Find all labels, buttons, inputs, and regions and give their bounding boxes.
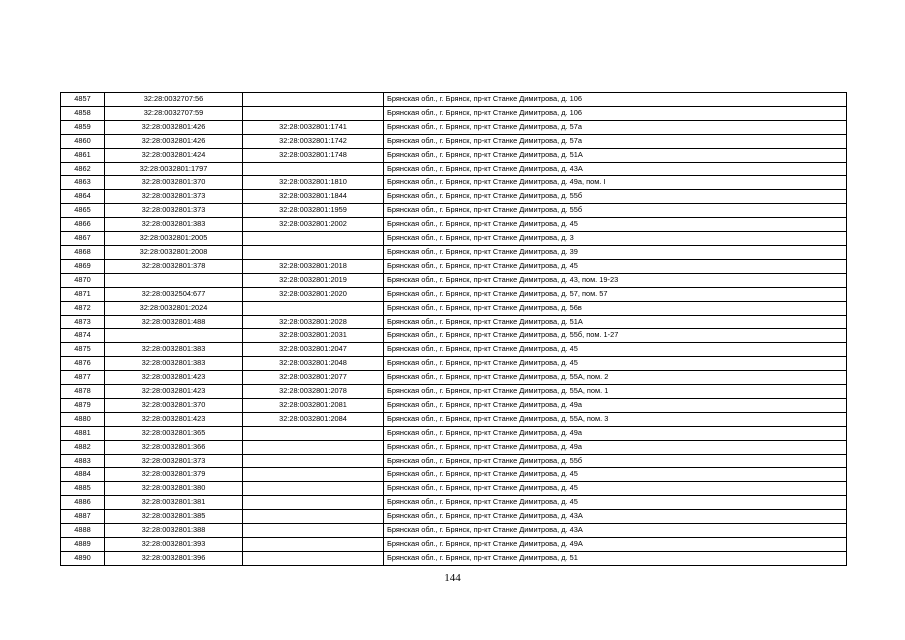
- cadastral-number-cell: 32:28:0032801:379: [105, 468, 243, 482]
- address-cell: Брянская обл., г. Брянск, пр-кт Станке Димитрова, д. 45: [384, 218, 847, 232]
- cadastral-number-cell: 32:28:0032504:677: [105, 287, 243, 301]
- cadastral-number-cell: 32:28:0032801:396: [105, 551, 243, 565]
- new-cadastral-number-cell: [243, 468, 384, 482]
- row-number-cell: 4877: [61, 371, 105, 385]
- address-cell: Брянская обл., г. Брянск, пр-кт Станке Димитрова, д. 49а: [384, 426, 847, 440]
- table-row: [61, 454, 847, 468]
- row-number-cell: 4857: [61, 93, 105, 107]
- cadastral-number-cell: 32:28:0032801:423: [105, 385, 243, 399]
- row-number-cell: 4889: [61, 538, 105, 552]
- row-number-cell: 4879: [61, 398, 105, 412]
- table-row: [61, 273, 847, 287]
- table-row: [61, 315, 847, 329]
- row-number-cell: 4863: [61, 176, 105, 190]
- cadastral-number-cell: 32:28:0032801:488: [105, 315, 243, 329]
- row-number-cell: 4872: [61, 301, 105, 315]
- new-cadastral-number-cell: [243, 524, 384, 538]
- cadastral-number-cell: 32:28:0032707:59: [105, 106, 243, 120]
- new-cadastral-number-cell: [243, 454, 384, 468]
- table-row: [61, 551, 847, 565]
- table-row: [61, 398, 847, 412]
- row-number-cell: 4875: [61, 343, 105, 357]
- address-cell: Брянская обл., г. Брянск, пр-кт Станке Димитрова, д. 106: [384, 93, 847, 107]
- new-cadastral-number-cell: 32:28:0032801:1742: [243, 134, 384, 148]
- new-cadastral-number-cell: [243, 538, 384, 552]
- table-row: [61, 287, 847, 301]
- address-cell: Брянская обл., г. Брянск, пр-кт Станке Димитрова, д. 49А: [384, 538, 847, 552]
- new-cadastral-number-cell: 32:28:0032801:2020: [243, 287, 384, 301]
- table-row: [61, 106, 847, 120]
- cadastral-number-cell: 32:28:0032801:2024: [105, 301, 243, 315]
- cadastral-number-cell: 32:28:0032801:373: [105, 204, 243, 218]
- row-number-cell: 4885: [61, 482, 105, 496]
- table-row: [61, 259, 847, 273]
- table-row: [61, 218, 847, 232]
- new-cadastral-number-cell: [243, 551, 384, 565]
- new-cadastral-number-cell: 32:28:0032801:2002: [243, 218, 384, 232]
- row-number-cell: 4864: [61, 190, 105, 204]
- table-row: [61, 204, 847, 218]
- new-cadastral-number-cell: [243, 440, 384, 454]
- new-cadastral-number-cell: [243, 510, 384, 524]
- table-row: [61, 468, 847, 482]
- row-number-cell: 4869: [61, 259, 105, 273]
- address-cell: Брянская обл., г. Брянск, пр-кт Станке Димитрова, д. 45: [384, 259, 847, 273]
- table-row: [61, 357, 847, 371]
- new-cadastral-number-cell: 32:28:0032801:2084: [243, 412, 384, 426]
- cadastral-number-cell: 32:28:0032801:2008: [105, 245, 243, 259]
- new-cadastral-number-cell: 32:28:0032801:1748: [243, 148, 384, 162]
- cadastral-number-cell: 32:28:0032801:426: [105, 120, 243, 134]
- row-number-cell: 4871: [61, 287, 105, 301]
- address-cell: Брянская обл., г. Брянск, пр-кт Станке Димитрова, д. 55б: [384, 190, 847, 204]
- new-cadastral-number-cell: [243, 426, 384, 440]
- address-cell: Брянская обл., г. Брянск, пр-кт Станке Димитрова, д. 56в: [384, 301, 847, 315]
- row-number-cell: 4878: [61, 385, 105, 399]
- cadastral-number-cell: 32:28:0032801:366: [105, 440, 243, 454]
- table-row: [61, 120, 847, 134]
- registry-table-body: [61, 93, 847, 566]
- new-cadastral-number-cell: 32:28:0032801:1844: [243, 190, 384, 204]
- address-cell: Брянская обл., г. Брянск, пр-кт Станке Димитрова, д. 45: [384, 482, 847, 496]
- address-cell: Брянская обл., г. Брянск, пр-кт Станке Димитрова, д. 51: [384, 551, 847, 565]
- row-number-cell: 4882: [61, 440, 105, 454]
- cadastral-number-cell: 32:28:0032801:388: [105, 524, 243, 538]
- row-number-cell: 4881: [61, 426, 105, 440]
- new-cadastral-number-cell: 32:28:0032801:2019: [243, 273, 384, 287]
- row-number-cell: 4884: [61, 468, 105, 482]
- table-row: [61, 538, 847, 552]
- address-cell: Брянская обл., г. Брянск, пр-кт Станке Димитрова, д. 45: [384, 468, 847, 482]
- address-cell: Брянская обл., г. Брянск, пр-кт Станке Димитрова, д. 49а, пом. I: [384, 176, 847, 190]
- row-number-cell: 4858: [61, 106, 105, 120]
- table-row: [61, 245, 847, 259]
- cadastral-number-cell: 32:28:0032801:381: [105, 496, 243, 510]
- cadastral-number-cell: [105, 273, 243, 287]
- new-cadastral-number-cell: [243, 93, 384, 107]
- address-cell: Брянская обл., г. Брянск, пр-кт Станке Димитрова, д. 45: [384, 343, 847, 357]
- new-cadastral-number-cell: 32:28:0032801:2077: [243, 371, 384, 385]
- row-number-cell: 4883: [61, 454, 105, 468]
- address-cell: Брянская обл., г. Брянск, пр-кт Станке Димитрова, д. 55А, пом. 2: [384, 371, 847, 385]
- address-cell: Брянская обл., г. Брянск, пр-кт Станке Димитрова, д. 45: [384, 496, 847, 510]
- cadastral-number-cell: 32:28:0032801:423: [105, 412, 243, 426]
- row-number-cell: 4880: [61, 412, 105, 426]
- new-cadastral-number-cell: 32:28:0032801:1741: [243, 120, 384, 134]
- cadastral-number-cell: 32:28:0032801:370: [105, 176, 243, 190]
- new-cadastral-number-cell: [243, 482, 384, 496]
- cadastral-number-cell: 32:28:0032801:378: [105, 259, 243, 273]
- address-cell: Брянская обл., г. Брянск, пр-кт Станке Димитрова, д. 57а: [384, 134, 847, 148]
- cadastral-number-cell: 32:28:0032801:385: [105, 510, 243, 524]
- table-row: [61, 301, 847, 315]
- new-cadastral-number-cell: 32:28:0032801:2078: [243, 385, 384, 399]
- row-number-cell: 4861: [61, 148, 105, 162]
- address-cell: Брянская обл., г. Брянск, пр-кт Станке Димитрова, д. 49а: [384, 440, 847, 454]
- row-number-cell: 4888: [61, 524, 105, 538]
- new-cadastral-number-cell: [243, 162, 384, 176]
- address-cell: Брянская обл., г. Брянск, пр-кт Станке Димитрова, д. 43А: [384, 162, 847, 176]
- address-cell: Брянская обл., г. Брянск, пр-кт Станке Димитрова, д. 55б: [384, 454, 847, 468]
- row-number-cell: 4890: [61, 551, 105, 565]
- address-cell: Брянская обл., г. Брянск, пр-кт Станке Димитрова, д. 3: [384, 232, 847, 246]
- address-cell: Брянская обл., г. Брянск, пр-кт Станке Димитрова, д. 55б, пом. 1-27: [384, 329, 847, 343]
- row-number-cell: 4859: [61, 120, 105, 134]
- address-cell: Брянская обл., г. Брянск, пр-кт Станке Димитрова, д. 55б: [384, 204, 847, 218]
- cadastral-number-cell: [105, 329, 243, 343]
- row-number-cell: 4868: [61, 245, 105, 259]
- table-row: [61, 176, 847, 190]
- address-cell: Брянская обл., г. Брянск, пр-кт Станке Димитрова, д. 39: [384, 245, 847, 259]
- table-row: [61, 190, 847, 204]
- table-row: [61, 412, 847, 426]
- new-cadastral-number-cell: [243, 496, 384, 510]
- table-row: [61, 426, 847, 440]
- address-cell: Брянская обл., г. Брянск, пр-кт Станке Димитрова, д. 51А: [384, 148, 847, 162]
- new-cadastral-number-cell: [243, 245, 384, 259]
- row-number-cell: 4876: [61, 357, 105, 371]
- row-number-cell: 4866: [61, 218, 105, 232]
- table-row: [61, 371, 847, 385]
- address-cell: Брянская обл., г. Брянск, пр-кт Станке Димитрова, д. 43А: [384, 524, 847, 538]
- table-row: [61, 134, 847, 148]
- new-cadastral-number-cell: [243, 232, 384, 246]
- row-number-cell: 4867: [61, 232, 105, 246]
- new-cadastral-number-cell: 32:28:0032801:2018: [243, 259, 384, 273]
- registry-table: [60, 92, 847, 566]
- address-cell: Брянская обл., г. Брянск, пр-кт Станке Димитрова, д. 55А, пом. 1: [384, 385, 847, 399]
- new-cadastral-number-cell: 32:28:0032801:2028: [243, 315, 384, 329]
- table-row: [61, 148, 847, 162]
- table-row: [61, 510, 847, 524]
- cadastral-number-cell: 32:28:0032801:423: [105, 371, 243, 385]
- address-cell: Брянская обл., г. Брянск, пр-кт Станке Димитрова, д. 49а: [384, 398, 847, 412]
- cadastral-number-cell: 32:28:0032801:2005: [105, 232, 243, 246]
- cadastral-number-cell: 32:28:0032801:426: [105, 134, 243, 148]
- address-cell: Брянская обл., г. Брянск, пр-кт Станке Димитрова, д. 45: [384, 357, 847, 371]
- cadastral-number-cell: 32:28:0032801:393: [105, 538, 243, 552]
- row-number-cell: 4874: [61, 329, 105, 343]
- table-row: [61, 343, 847, 357]
- cadastral-number-cell: 32:28:0032801:383: [105, 343, 243, 357]
- table-row: [61, 329, 847, 343]
- cadastral-number-cell: 32:28:0032801:383: [105, 357, 243, 371]
- address-cell: Брянская обл., г. Брянск, пр-кт Станке Димитрова, д. 55А, пом. 3: [384, 412, 847, 426]
- cadastral-number-cell: 32:28:0032801:373: [105, 190, 243, 204]
- table-row: [61, 482, 847, 496]
- table-row: [61, 524, 847, 538]
- row-number-cell: 4886: [61, 496, 105, 510]
- cadastral-number-cell: 32:28:0032801:370: [105, 398, 243, 412]
- cadastral-number-cell: 32:28:0032801:373: [105, 454, 243, 468]
- cadastral-number-cell: 32:28:0032801:383: [105, 218, 243, 232]
- cadastral-number-cell: 32:28:0032801:380: [105, 482, 243, 496]
- cadastral-number-cell: 32:28:0032801:365: [105, 426, 243, 440]
- new-cadastral-number-cell: 32:28:0032801:2081: [243, 398, 384, 412]
- table-row: [61, 496, 847, 510]
- table-row: [61, 440, 847, 454]
- new-cadastral-number-cell: 32:28:0032801:2047: [243, 343, 384, 357]
- new-cadastral-number-cell: 32:28:0032801:2048: [243, 357, 384, 371]
- row-number-cell: 4860: [61, 134, 105, 148]
- address-cell: Брянская обл., г. Брянск, пр-кт Станке Димитрова, д. 51А: [384, 315, 847, 329]
- address-cell: Брянская обл., г. Брянск, пр-кт Станке Димитрова, д. 106: [384, 106, 847, 120]
- address-cell: Брянская обл., г. Брянск, пр-кт Станке Димитрова, д. 57а: [384, 120, 847, 134]
- new-cadastral-number-cell: [243, 301, 384, 315]
- new-cadastral-number-cell: 32:28:0032801:1810: [243, 176, 384, 190]
- new-cadastral-number-cell: [243, 106, 384, 120]
- cadastral-number-cell: 32:28:0032707:56: [105, 93, 243, 107]
- address-cell: Брянская обл., г. Брянск, пр-кт Станке Димитрова, д. 57, пом. 57: [384, 287, 847, 301]
- address-cell: Брянская обл., г. Брянск, пр-кт Станке Димитрова, д. 43, пом. 19-23: [384, 273, 847, 287]
- row-number-cell: 4870: [61, 273, 105, 287]
- row-number-cell: 4873: [61, 315, 105, 329]
- new-cadastral-number-cell: 32:28:0032801:1959: [243, 204, 384, 218]
- new-cadastral-number-cell: 32:28:0032801:2031: [243, 329, 384, 343]
- table-row: [61, 93, 847, 107]
- cadastral-number-cell: 32:28:0032801:1797: [105, 162, 243, 176]
- cadastral-number-cell: 32:28:0032801:424: [105, 148, 243, 162]
- row-number-cell: 4887: [61, 510, 105, 524]
- page-number: 144: [444, 572, 461, 584]
- row-number-cell: 4865: [61, 204, 105, 218]
- table-row: [61, 385, 847, 399]
- table-row: [61, 232, 847, 246]
- address-cell: Брянская обл., г. Брянск, пр-кт Станке Димитрова, д. 43А: [384, 510, 847, 524]
- table-row: [61, 162, 847, 176]
- row-number-cell: 4862: [61, 162, 105, 176]
